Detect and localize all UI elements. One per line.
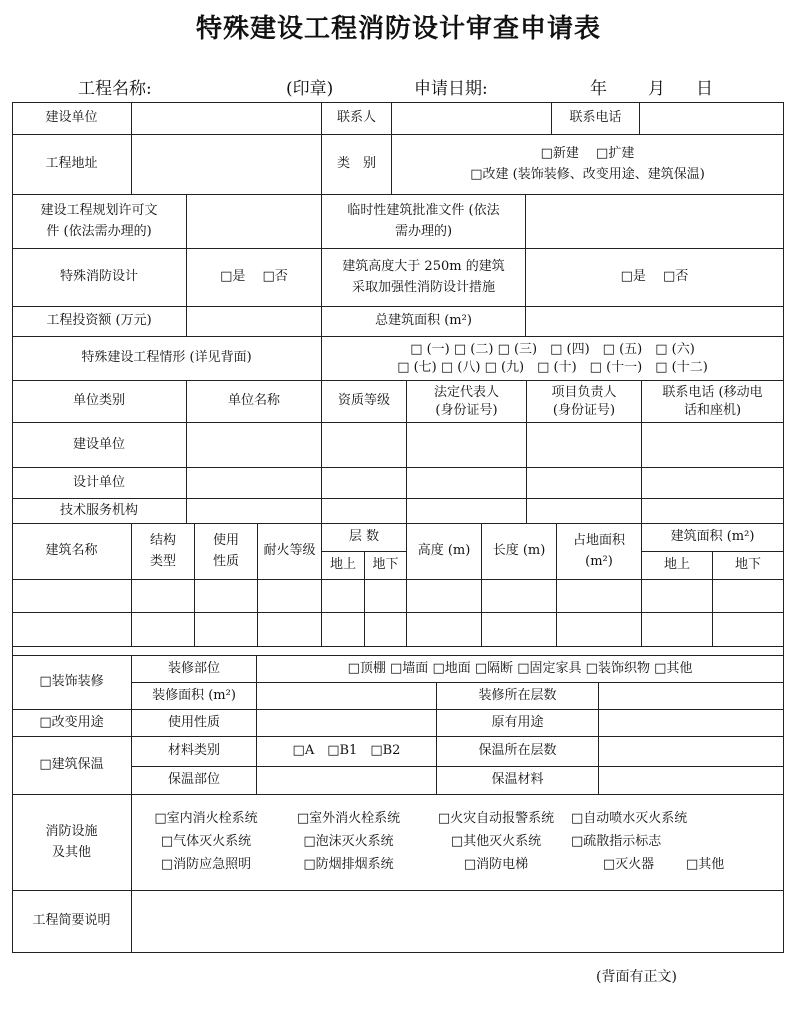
unit-row-design: 设计单位 bbox=[12, 468, 187, 499]
facility-fire-elevator[interactable]: □消防电梯 bbox=[463, 856, 529, 872]
label-investment: 工程投资额 (万元) bbox=[12, 307, 187, 337]
table-cell[interactable] bbox=[407, 423, 527, 468]
label-address: 工程地址 bbox=[12, 135, 132, 195]
label-total-area: 总建筑面积 (m²) bbox=[322, 307, 526, 337]
table-cell[interactable] bbox=[407, 499, 527, 524]
special-fire-yes-no[interactable]: □是 □否 bbox=[187, 249, 322, 307]
facility-extinguisher[interactable]: □灭火器 bbox=[602, 856, 655, 872]
insulation-checkbox[interactable]: □建筑保温 bbox=[12, 737, 132, 795]
facility-other-extinguishing[interactable]: □其他灭火系统 bbox=[450, 834, 542, 850]
table-cell[interactable] bbox=[527, 423, 642, 468]
header-floors-above: 地上 bbox=[322, 552, 365, 580]
field-address[interactable] bbox=[132, 135, 322, 195]
header-land-area: 占地面积 (m²) bbox=[557, 524, 642, 580]
facility-foam-extinguishing[interactable]: □泡沫灭火系统 bbox=[303, 834, 394, 850]
material-type-options[interactable]: □A □B1 □B2 bbox=[257, 737, 437, 767]
category-options[interactable] bbox=[392, 135, 784, 195]
table-cell[interactable] bbox=[642, 468, 784, 499]
header-unit-type: 单位类别 bbox=[12, 381, 187, 423]
header-building-area: 建筑面积 (m²) bbox=[642, 524, 784, 552]
table-cell[interactable] bbox=[642, 423, 784, 468]
field-original-use[interactable] bbox=[599, 710, 784, 737]
facility-other[interactable]: □其他 bbox=[686, 856, 725, 872]
label-construction-unit: 建设单位 bbox=[12, 102, 132, 135]
field-project-summary[interactable] bbox=[132, 891, 784, 953]
header-qualification: 资质等级 bbox=[322, 381, 407, 423]
table-cell[interactable] bbox=[482, 580, 557, 613]
table-cell[interactable] bbox=[365, 580, 407, 613]
apply-date-label: 申请日期: bbox=[414, 79, 488, 99]
table-cell[interactable] bbox=[322, 499, 407, 524]
label-temporary-approval: 临时性建筑批准文件 (依法 需办理的) bbox=[322, 195, 526, 249]
table-cell[interactable] bbox=[642, 499, 784, 524]
table-cell[interactable] bbox=[407, 580, 482, 613]
form-title: 特殊建设工程消防设计审查申请表 bbox=[195, 14, 601, 44]
category-option-line2[interactable]: □改建 (装饰装修、改变用途、建筑保温) bbox=[470, 166, 705, 182]
header-floors-below: 地下 bbox=[365, 552, 407, 580]
unit-row-construction: 建设单位 bbox=[12, 423, 187, 468]
field-total-area[interactable] bbox=[526, 307, 784, 337]
table-cell[interactable] bbox=[482, 613, 557, 647]
table-cell[interactable] bbox=[12, 580, 132, 613]
height-250m-yes-no[interactable]: □是 □否 bbox=[526, 249, 784, 307]
table-cell[interactable] bbox=[187, 499, 322, 524]
header-structure-type: 结构 类型 bbox=[132, 524, 195, 580]
table-cell[interactable] bbox=[557, 580, 642, 613]
facility-sprinkler[interactable]: □自动喷水灭火系统 bbox=[571, 811, 688, 827]
header-unit-name: 单位名称 bbox=[187, 381, 322, 423]
header-floors: 层 数 bbox=[322, 524, 407, 552]
footer-note: (背面有正文) bbox=[596, 969, 677, 985]
label-phone: 联系电话 bbox=[552, 102, 640, 135]
header-use-nature: 使用 性质 bbox=[195, 524, 258, 580]
facility-outdoor-hydrant[interactable]: □室外消火栓系统 bbox=[296, 811, 401, 827]
day-label: 日 bbox=[696, 79, 713, 99]
table-cell[interactable] bbox=[527, 499, 642, 524]
facility-smoke-exhaust[interactable]: □防烟排烟系统 bbox=[303, 856, 394, 872]
facility-evacuation-sign[interactable]: □疏散指示标志 bbox=[571, 834, 662, 850]
decoration-checkbox[interactable]: □装饰装修 bbox=[12, 656, 132, 710]
table-cell[interactable] bbox=[195, 613, 258, 647]
table-cell[interactable] bbox=[258, 580, 322, 613]
form-meta-line bbox=[78, 74, 758, 98]
table-cell[interactable] bbox=[322, 613, 365, 647]
facility-emergency-lighting[interactable]: □消防应急照明 bbox=[160, 856, 252, 872]
field-construction-unit[interactable] bbox=[132, 102, 322, 135]
label-use-nature: 使用性质 bbox=[132, 710, 257, 737]
seal-label: (印章) bbox=[286, 79, 334, 99]
field-insulation-floor[interactable] bbox=[599, 737, 784, 767]
field-temporary-approval[interactable] bbox=[526, 195, 784, 249]
field-insulation-material[interactable] bbox=[599, 767, 784, 795]
label-decoration-floor: 装修所在层数 bbox=[437, 683, 599, 710]
label-insulation-part: 保温部位 bbox=[132, 767, 257, 795]
month-label: 月 bbox=[648, 79, 665, 99]
label-category: 类 别 bbox=[322, 135, 392, 195]
label-material-type: 材料类别 bbox=[132, 737, 257, 767]
use-change-checkbox[interactable]: □改变用途 bbox=[12, 710, 132, 737]
application-form-table bbox=[12, 102, 784, 953]
label-original-use: 原有用途 bbox=[437, 710, 599, 737]
project-name-label: 工程名称: bbox=[78, 79, 152, 99]
field-contact[interactable] bbox=[392, 102, 552, 135]
facility-fire-alarm[interactable]: □火灾自动报警系统 bbox=[437, 811, 555, 827]
field-phone[interactable] bbox=[640, 102, 784, 135]
header-area-above: 地上 bbox=[642, 552, 713, 580]
decoration-part-options[interactable]: □顶棚 □墙面 □地面 □隔断 □固定家具 □装饰织物 □其他 bbox=[257, 656, 784, 683]
label-fire-facilities: 消防设施 及其他 bbox=[12, 795, 132, 891]
label-insulation-floor: 保温所在层数 bbox=[437, 737, 599, 767]
field-decoration-area[interactable] bbox=[257, 683, 437, 710]
table-cell[interactable] bbox=[322, 468, 407, 499]
field-planning-permit[interactable] bbox=[187, 195, 322, 249]
label-decoration-area: 装修面积 (m²) bbox=[132, 683, 257, 710]
header-project-manager: 项目负责人 (身份证号) bbox=[527, 381, 642, 423]
header-length: 长度 (m) bbox=[482, 524, 557, 580]
table-cell[interactable] bbox=[365, 613, 407, 647]
header-contact-phone: 联系电话 (移动电 话和座机) bbox=[642, 381, 784, 423]
table-cell[interactable] bbox=[407, 468, 527, 499]
table-cell[interactable] bbox=[713, 613, 784, 647]
table-cell[interactable] bbox=[407, 613, 482, 647]
table-cell[interactable] bbox=[132, 580, 195, 613]
header-building-name: 建筑名称 bbox=[12, 524, 132, 580]
table-cell[interactable] bbox=[187, 468, 322, 499]
facility-gas-extinguishing[interactable]: □气体灭火系统 bbox=[160, 834, 252, 850]
unit-row-tech-service: 技术服务机构 bbox=[12, 499, 187, 524]
category-option-line1[interactable]: □新建 □扩建 bbox=[540, 146, 635, 162]
field-investment[interactable] bbox=[187, 307, 322, 337]
label-planning-permit: 建设工程规划许可文 件 (依法需办理的) bbox=[12, 195, 187, 249]
table-cell[interactable] bbox=[322, 580, 365, 613]
table-cell[interactable] bbox=[187, 423, 322, 468]
year-label: 年 bbox=[590, 79, 607, 99]
field-insulation-part[interactable] bbox=[257, 767, 437, 795]
label-contact: 联系人 bbox=[322, 102, 392, 135]
table-cell[interactable] bbox=[322, 423, 407, 468]
fire-facilities-options[interactable] bbox=[132, 795, 784, 891]
header-height: 高度 (m) bbox=[407, 524, 482, 580]
table-cell[interactable] bbox=[258, 613, 322, 647]
table-cell[interactable] bbox=[12, 613, 132, 647]
table-cell[interactable] bbox=[713, 580, 784, 613]
header-fire-rating: 耐火等级 bbox=[258, 524, 322, 580]
label-special-situation: 特殊建设工程情形 (详见背面) bbox=[12, 337, 322, 381]
spacer-row bbox=[12, 647, 784, 656]
header-area-below: 地下 bbox=[713, 552, 784, 580]
label-special-fire-design: 特殊消防设计 bbox=[12, 249, 187, 307]
field-use-nature[interactable] bbox=[257, 710, 437, 737]
table-cell[interactable] bbox=[642, 613, 713, 647]
facility-indoor-hydrant[interactable]: □室内消火栓系统 bbox=[154, 811, 258, 827]
situation-options[interactable]: □ (一) □ (二) □ (三) □ (四) □ (五) □ (六) □ (七) □ (八) □ (九) □ (十) □ (十一) □ (十二) bbox=[322, 337, 784, 381]
label-project-summary: 工程简要说明 bbox=[12, 891, 132, 953]
table-cell[interactable] bbox=[527, 468, 642, 499]
table-cell[interactable] bbox=[132, 613, 195, 647]
field-decoration-floor[interactable] bbox=[599, 683, 784, 710]
label-decoration-part: 装修部位 bbox=[132, 656, 257, 683]
label-height-250m: 建筑高度大于 250m 的建筑 采取加强性消防设计措施 bbox=[322, 249, 526, 307]
label-insulation-material: 保温材料 bbox=[437, 767, 599, 795]
table-cell[interactable] bbox=[557, 613, 642, 647]
header-legal-rep: 法定代表人 (身份证号) bbox=[407, 381, 527, 423]
table-cell[interactable] bbox=[195, 580, 258, 613]
table-cell[interactable] bbox=[642, 580, 713, 613]
